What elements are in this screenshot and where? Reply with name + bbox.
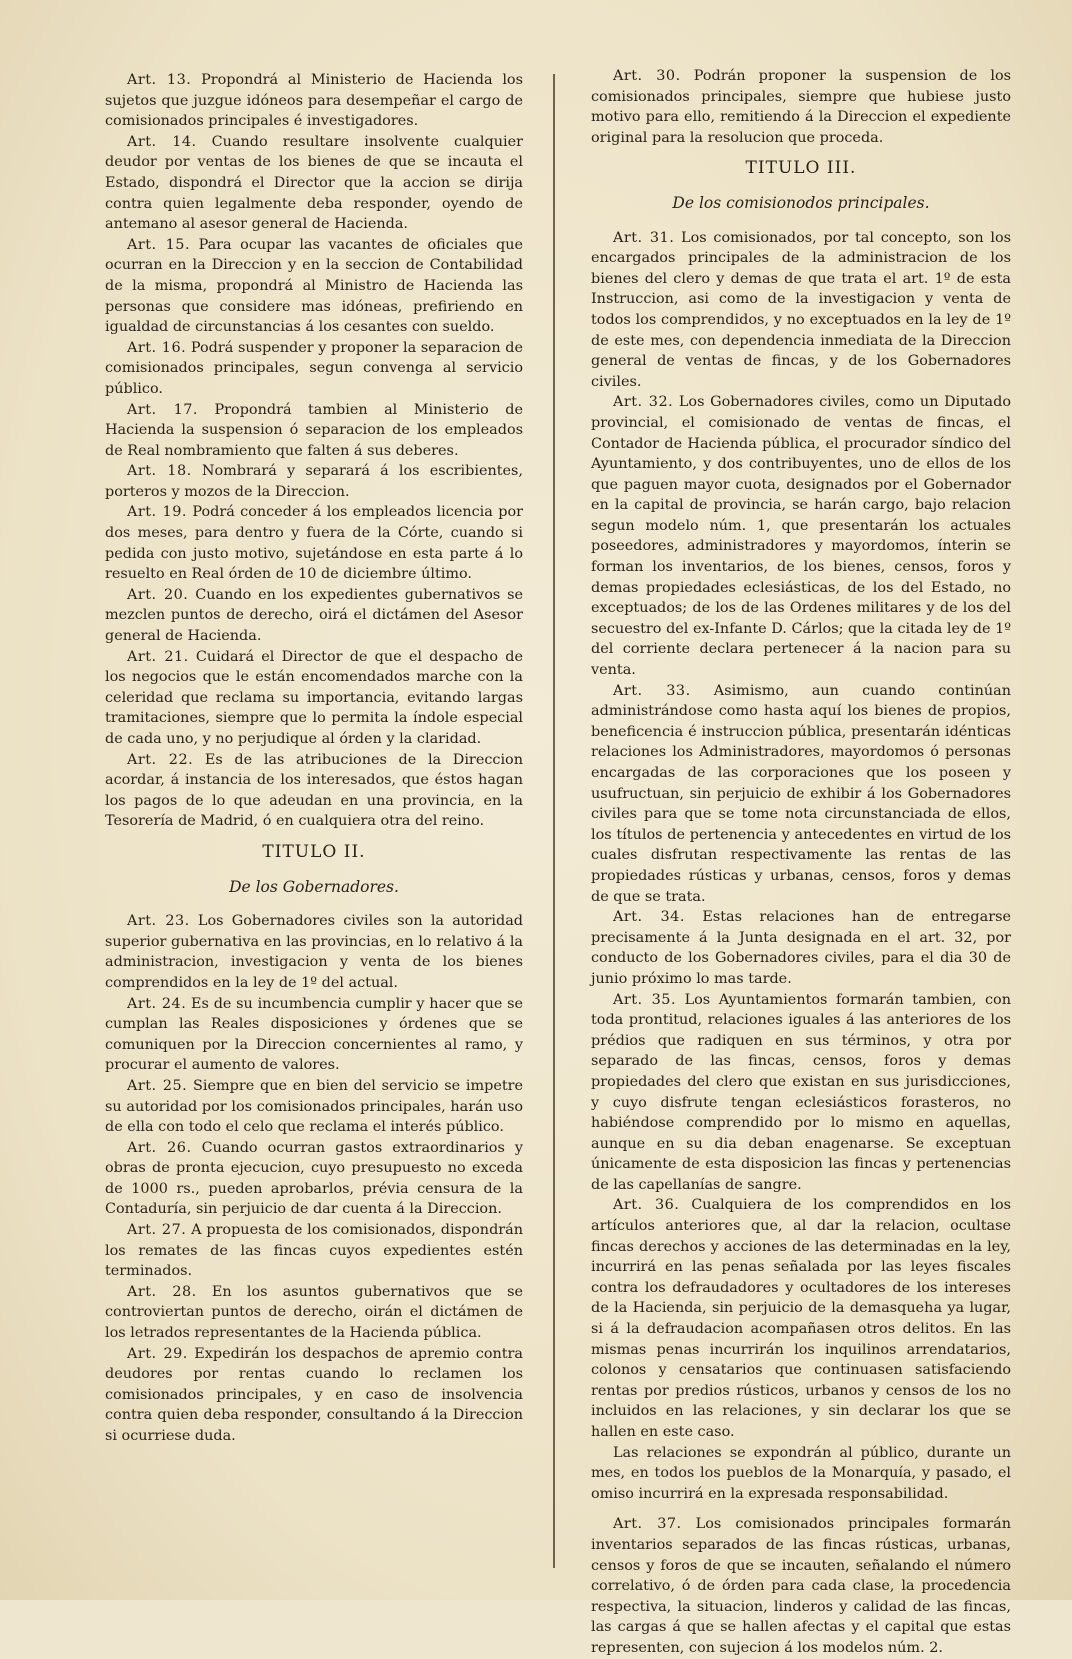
article-number: Art. 30. bbox=[613, 68, 681, 84]
article-paragraph bbox=[591, 66, 1011, 148]
left-column bbox=[105, 70, 523, 1447]
article-number: Art. 24. bbox=[127, 995, 187, 1012]
articles-group bbox=[591, 228, 1011, 1505]
article-paragraph bbox=[105, 911, 523, 993]
article-text: Podrá suspender y proponer la separacion de comisionados principales, segun convenga al servicio público. bbox=[105, 339, 524, 397]
section-title: TITULO III. bbox=[745, 158, 857, 179]
article-number: Art. 37. bbox=[613, 1516, 682, 1533]
article-paragraph bbox=[105, 1220, 523, 1282]
article-paragraph bbox=[105, 1138, 523, 1220]
section-title: TITULO II. bbox=[262, 841, 366, 862]
article-paragraph bbox=[105, 132, 523, 235]
article-text: En los asuntos gubernativos que se controviertan puntos de derecho, oirán el dictámen de los letrados representantes de la Hacienda pública. bbox=[105, 1283, 524, 1342]
article-paragraph bbox=[591, 1514, 1011, 1658]
article-paragraph bbox=[105, 1282, 523, 1344]
article-text: Propondrá al Ministerio de Hacienda los sujetos que juzgue idóneos para desempeñar el cargo de comisionados principales é investigadores. bbox=[105, 72, 523, 130]
article-number: Art. 28. bbox=[127, 1283, 197, 1300]
article-text: Estas relaciones han de entregarse precisamente á la Junta designada en el art. 32, por conducto de los Gobernadores civiles, para el dia 30 de junio próximo lo mas tarde. bbox=[591, 909, 1012, 987]
article-text: Los Gobernadores civiles, como un Diputado provincial, el comisionado de ventas de fincas, el Contador de Hacienda pública, el procurador síndico del Ayuntamiento, y dos contribuyentes, uno de ellos de los que paguen mayor cuota, designados por el Gobernador en la capital de provincia, se harán cargo, bajo relacion segun modelo núm. 1, que presentarán los actuales poseedores, administradores y mayordomos, ínterin se forman los inventarios, de los bienes, censos, foros y demas propiedades eclesiásticas, de los del Estado, no exceptuados; de los de las Ordenes militares y de los del secuestro del ex-Infante D. Cárlos; que la citada ley de 1º del corriente declara pertenecer á la nacion para su venta. bbox=[591, 394, 1011, 679]
article-paragraph bbox=[591, 392, 1011, 680]
articles-group bbox=[105, 911, 523, 1446]
article-paragraph bbox=[105, 502, 523, 584]
article-text: Asimismo, aun cuando continúan administrándose como hasta aquí los bienes de propios, beneficencia é instruccion pública, presentarán idénticas relaciones los Administradores, mayordomos ó personas encargadas de las corporaciones que los poseen y usufructuan, sin perjuicio de exhibir á los Gobernadores civiles para que se tome nota circunstanciada de ellos, los títulos de pertenencia y antecedentes en virtud de los cuales disfrutan respectivamente las rentas de las propiedades rústicas y urbanas, censos, foros y demas de que se trata. bbox=[591, 682, 1012, 905]
article-text: Los comisionados, por tal concepto, son los encargados principales de la administracion de los bienes del clero y demas de que trata el art. 1º de esta Instruccion, asi como de la investigacion y venta de todos los comprendidos, y no exceptuados en la ley de 1º de este mes, con dependencia inmediata de la Direccion general de ventas de fincas, y de los Gobernadores civiles. bbox=[591, 229, 1011, 390]
article-paragraph bbox=[105, 994, 523, 1076]
article-paragraph bbox=[105, 70, 523, 132]
article-paragraph bbox=[591, 228, 1011, 393]
article-paragraph bbox=[105, 400, 523, 462]
article-paragraph bbox=[591, 681, 1011, 908]
article-number: Art. 22. bbox=[127, 751, 194, 768]
section-subtitle: De los Gobernadores. bbox=[229, 877, 399, 896]
articles-group bbox=[591, 66, 1011, 148]
article-text: Los comisionados principales formarán inventarios separados de las fincas rústicas, urbanas, censos y foros de que se incauten, señalando el número correlativo, ó de órden para cada clase, la procedencia respectiva, la situacion, linderos y calidad de las fincas, las cargas á que se hallen afectas y el capital que estas representen, con sujecion á los modelos núm. 2. bbox=[591, 1516, 1011, 1656]
article-number: Art. 14. bbox=[127, 133, 197, 150]
article-paragraph bbox=[105, 1076, 523, 1138]
article-text: Cuidará el Director de que el despacho de los negocios que le están encomendados marche con la celeridad que reclama su importancia, evitando largas tramitaciones, siempre que lo permita la índole especial de cada uno, y no perjudique al órden y la claridad. bbox=[105, 648, 523, 747]
article-number: Art. 16. bbox=[127, 339, 187, 356]
articles-group bbox=[591, 1514, 1011, 1658]
article-paragraph bbox=[105, 338, 523, 400]
articles-group bbox=[105, 70, 523, 832]
article-number: Art. 29. bbox=[127, 1345, 188, 1362]
article-text: Podrá conceder á los empleados licencia por dos meses, para dentro y fuera de la Córte, cuando si pedida con justo motivo, sujetándose en esta parte á lo resuelto en Real órden de 10 de diciembre último. bbox=[105, 504, 524, 583]
right-column bbox=[591, 66, 1011, 1659]
article-text: Cuando ocurran gastos extraordinarios y obras de pronta ejecucion, cuyo presupuesto no exceda de 1000 rs., pueden aprobarlos, prévia censura de la Contaduría, sin perjuicio de dar cuenta á la Direccion. bbox=[105, 1139, 524, 1218]
article-text: Los Gobernadores civiles son la autoridad superior gubernativa en las provincias, en lo relativo á la administracion, investigacion y venta de los bienes comprendidos en la ley de 1º del actual. bbox=[105, 913, 523, 991]
article-number: Art. 32. bbox=[613, 394, 674, 411]
article-text: Podrán proponer la suspension de los comisionados principales, siempre que hubiese justo motivo para ello, remitiendo á la Direccion el expediente original para la resolucion que proceda. bbox=[591, 68, 1011, 146]
spacer bbox=[591, 1504, 1011, 1514]
article-number: Art. 19. bbox=[127, 504, 187, 521]
article-number: Art. 20. bbox=[127, 586, 189, 603]
article-number: Art. 27. bbox=[127, 1222, 187, 1239]
article-text: Nombrará y separará á los escribientes, porteros y mozos de la Direccion. bbox=[105, 463, 523, 500]
article-text: Para ocupar las vacantes de oficiales que ocurran en la Direccion y en la seccion de Contabilidad de la misma, propondrá al Ministro de Hacienda las personas que considere mas idóneas, prefiriendo en igualdad de circunstancias á los cesantes con sueldo. bbox=[105, 236, 523, 336]
article-paragraph bbox=[105, 585, 523, 647]
article-number: Art. 15. bbox=[127, 236, 191, 253]
article-text: Cuando en los expedientes gubernativos se mezclen puntos de derecho, oirá el dictámen del Asesor general de Hacienda. bbox=[105, 586, 523, 645]
article-paragraph bbox=[591, 990, 1011, 1196]
article-paragraph bbox=[591, 1195, 1011, 1442]
article-paragraph bbox=[591, 907, 1011, 989]
article-text: Expedirán los despachos de apremio contra deudores por rentas cuando lo reclamen los comisionados principales, y en caso de insolvencia contra quien deba responder, consultando á la Direccion si ocurriese duda. bbox=[105, 1345, 523, 1444]
article-paragraph bbox=[105, 461, 523, 502]
article-number: Art. 18. bbox=[127, 463, 192, 480]
article-number: Art. 34. bbox=[613, 909, 685, 926]
article-number: Art. 35. bbox=[613, 991, 677, 1008]
article-number: Art. 21. bbox=[127, 648, 189, 665]
article-paragraph bbox=[105, 235, 523, 338]
column-divider bbox=[553, 74, 555, 1568]
article-number: Art. 13. bbox=[127, 72, 192, 88]
article-paragraph bbox=[591, 1443, 1011, 1505]
section-subtitle: De los comisionodos principales. bbox=[672, 193, 930, 212]
article-text: Cualquiera de los comprendidos en los artículos anteriores que, al dar la relacion, ocultase fincas derechos y acciones de las determinadas en la ley, incurrirá en las penas señalada por las leyes fiscales contra los defraudadores y ocultadores de los intereses de la Hacienda, sin perjuicio de la demasqueha ya lugar, si á la defraudacion acompañasen otros delitos. En las mismas penas incurrirán los inquilinos arrendatarios, colonos y censatarios que continuasen satisfaciendo rentas por predios rústicos, urbanos y censos de los no incluidos en las relaciones, y sin declarar los que se hallen en este caso. bbox=[591, 1197, 1012, 1440]
article-number: Art. 25. bbox=[127, 1077, 188, 1094]
article-number: Art. 26. bbox=[127, 1139, 192, 1156]
article-number: Art. 33. bbox=[613, 682, 691, 699]
article-text: Propondrá tambien al Ministerio de Hacienda la suspension ó separacion de los empleados de Real nombramiento que falten á sus deberes. bbox=[105, 401, 523, 459]
article-number: Art. 17. bbox=[127, 401, 198, 418]
article-text: Los Ayuntamientos formarán tambien, con toda prontitud, relaciones iguales á las anteriores de los prédios que radiquen en sus términos, y otra por separado de las fincas, censos, foros y demas propiedades del clero que existan en sus jurisdicciones, y cuyo disfrute tengan eclesiásticos forasteros, no habiéndose comprendido por lo mismo en aquellas, aunque en su dia deban enagenarse. Se exceptuan únicamente de esta disposicion las fincas y pertenencias de las capellanías de sangre. bbox=[591, 991, 1011, 1193]
article-text: A propuesta de los comisionados, dispondrán los remates de las fincas cuyos expedientes estén terminados. bbox=[105, 1222, 524, 1280]
article-text: Cuando resultare insolvente cualquier deudor por ventas de los bienes de que se incauta el Estado, dispondrá el Director que la accion se dirija contra quien legalmente deba responder, oyendo de antemano al asesor general de Hacienda. bbox=[105, 133, 524, 233]
article-number: Art. 23. bbox=[127, 913, 190, 930]
article-paragraph bbox=[105, 750, 523, 832]
article-paragraph bbox=[105, 1344, 523, 1447]
article-paragraph bbox=[105, 647, 523, 750]
article-number: Art. 36. bbox=[613, 1197, 680, 1214]
article-text: Es de las atribuciones de la Direccion acordar, á instancia de los interesados, que éstos hagan los pagos de lo que adeudan en una provincia, en la Tesorería de Madrid, ó en cualquiera otra del reino. bbox=[105, 751, 523, 830]
article-number: Art. 31. bbox=[613, 229, 675, 246]
article-text: Las relaciones se expondrán al público, durante un mes, en todos los pueblos de la Monarquía, y pasado, el omiso incurrirá en la expresada responsabilidad. bbox=[591, 1444, 1011, 1502]
article-text: Es de su incumbencia cumplir y hacer que se cumplan las Reales disposiciones y órdenes que se comuniquen por la Direccion concernientes al ramo, y procurar el aumento de valores. bbox=[105, 995, 524, 1074]
article-text: Siempre que en bien del servicio se impetre su autoridad por los comisionados principales, harán uso de ella con todo el celo que reclama el interés público. bbox=[105, 1077, 524, 1136]
